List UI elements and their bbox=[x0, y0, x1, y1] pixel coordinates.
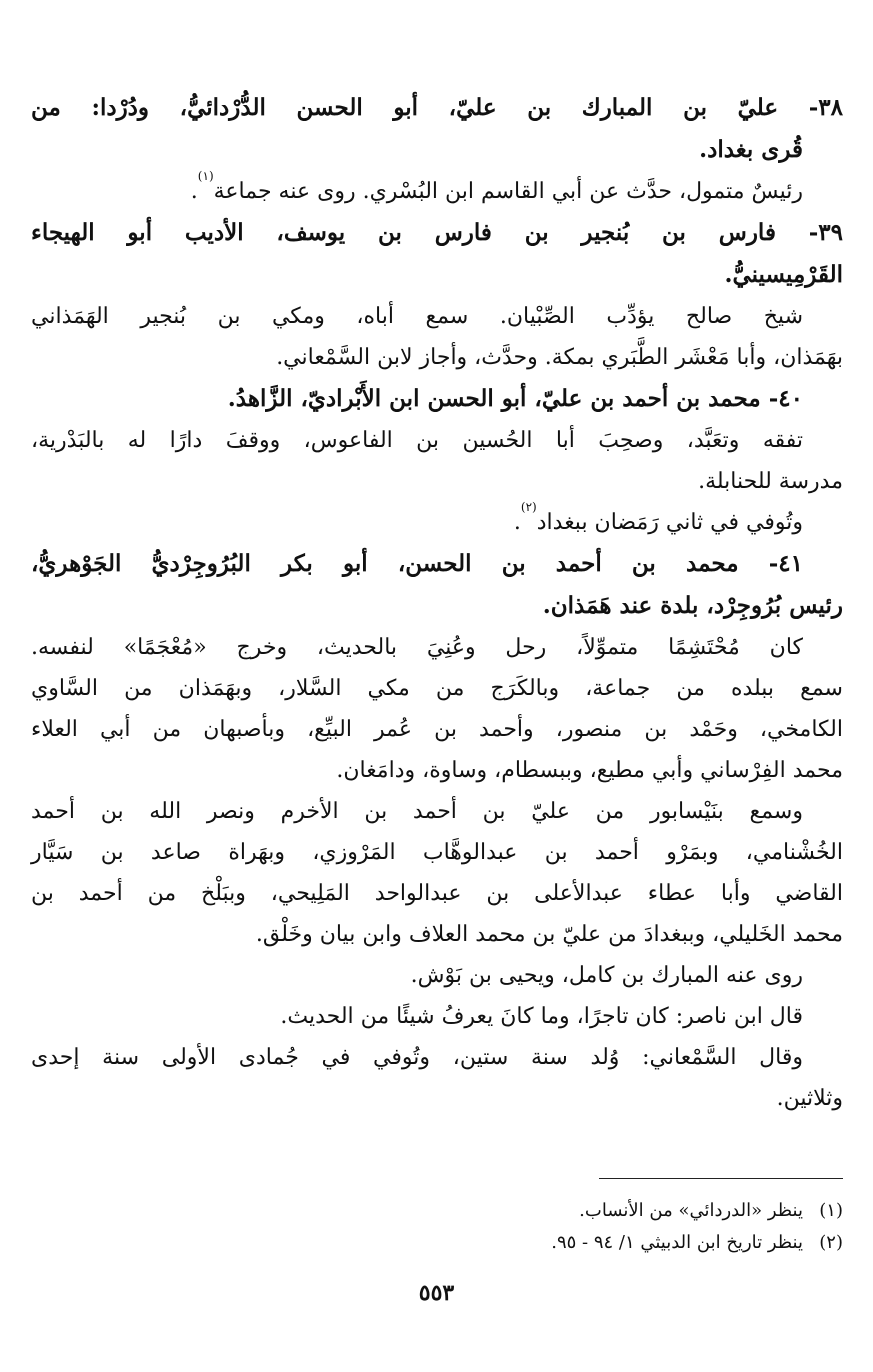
footnote-1-text: ينظر «الدردائي» من الأنساب. bbox=[579, 1200, 803, 1221]
entry-41-line-11: وقال السَّمْعاني: وُلد سنة ستين، وتُوفي في جُمادى الأولى سنة إحدى bbox=[31, 1045, 803, 1070]
page-number: ٥٥٣ bbox=[418, 1280, 455, 1306]
entry-41-line-5: وسمع بنَيْسابور من عليّ بن أحمد بن الأخرم ونصر الله بن أحمد bbox=[31, 799, 803, 824]
entry-39-heading-line-1: ٣٩- فارس بن بُنجير بن فارس بن يوسف، الأديب أبو الهيجاء bbox=[31, 219, 843, 246]
entry-41-line-2: سمع ببلده من جماعة، وبالكَرَج من مكي السَّلار، وبهَمَذان من السَّاوي bbox=[31, 676, 843, 701]
footnote-2-text: ينظر تاريخ ابن الدبيثي ١/ ٩٤ - ٩٥. bbox=[551, 1232, 803, 1253]
entry-41-line-6: الخُشْنامي، وبمَرْو أحمد بن عبدالوهَّاب المَرْوزي، وبهَراة صاعد بن سَيَّار bbox=[31, 840, 843, 865]
entry-38-heading-line-2: قُرى بغداد. bbox=[699, 136, 803, 163]
footnote-ref-1[interactable]: (١) bbox=[197, 169, 214, 183]
footnote-divider bbox=[599, 1178, 843, 1179]
entry-41-line-9: روى عنه المبارك بن كامل، ويحيى بن بَوْش. bbox=[410, 963, 803, 988]
entry-38-text: رئيسٌ متمول، حدَّث عن أبي القاسم ابن البُسْري. روى عنه جماعة bbox=[213, 179, 803, 204]
entry-41-line-10: قال ابن ناصر: كان تاجرًا، وما كانَ يعرفُ شيئًا من الحديث. bbox=[280, 1004, 803, 1029]
entry-41-heading-line-2: رئيس بُرُوجِرْد، بلدة عند هَمَذان. bbox=[542, 592, 843, 619]
entry-41-line-7: القاضي وأبا عطاء عبدالأعلى بن عبدالواحد المَلِيحي، وببَلْخ من أحمد بن bbox=[31, 881, 843, 906]
footnotes bbox=[31, 1195, 843, 1259]
footnote-ref-2[interactable]: (٢) bbox=[520, 500, 537, 514]
footnote-2 bbox=[31, 1227, 843, 1259]
entry-40-line-2: مدرسة للحنابلة. bbox=[698, 469, 843, 494]
entry-39-line-2: بهَمَذان، وأبا مَعْشَر الطَّبَري بمكة. وحدَّث، وأجاز لابن السَّمْعاني. bbox=[276, 345, 843, 370]
entry-41-line-8: محمد الخَليلي، وببغدادَ من عليّ بن محمد العلاف وابن بيان وخَلْق. bbox=[255, 922, 843, 947]
entry-41-heading-line-1: ٤١- محمد بن أحمد بن الحسن، أبو بكر البُرُوجِرْديُّ الجَوْهريُّ، bbox=[31, 550, 803, 577]
entry-41-line-4: محمد الفِرْساني وأبي مطيع، وببسطام، وساوة، ودامَغان. bbox=[336, 758, 843, 783]
entry-40-line-1: تفقه وتعَبَّد، وصحِبَ أبا الحُسين بن الفاعوس، ووقفَ دارًا له بالبَدْرية، bbox=[31, 428, 803, 453]
footnote-1 bbox=[31, 1195, 843, 1227]
entry-38-heading-line-1: ٣٨- عليّ بن المبارك بن عليّ، أبو الحسن الدُّرْدائيُّ، ودُرْدا: من bbox=[31, 94, 843, 121]
entry-39-heading-line-2: القَرْمِيسينيُّ. bbox=[724, 261, 843, 288]
main-text bbox=[31, 88, 843, 1120]
footnote-1-number: (١) bbox=[819, 1200, 843, 1221]
entry-41-line-12: وثلاثين. bbox=[776, 1086, 843, 1111]
entry-41-line-1: كان مُحْتَشِمًا متموِّلاً، رحل وعُنِيَ بالحديث، وخرج «مُعْجَمًا» لنفسه. bbox=[31, 635, 803, 660]
entry-41-line-3: الكامخي، وحَمْد بن منصور، وأحمد بن عُمر البيِّع، وبأصبهان من أبي العلاء bbox=[31, 717, 843, 742]
entry-38-paragraph: رئيسٌ متمول، حدَّث عن أبي القاسم ابن البُسْري. روى عنه جماعة$^{(١)}$. bbox=[190, 169, 803, 204]
entry-40-line-3: وتُوفي في ثاني رَمَضان ببغداد$^{(٢)}$. bbox=[513, 500, 803, 535]
entry-40-death-text: وتُوفي في ثاني رَمَضان ببغداد bbox=[536, 510, 803, 535]
entry-40-heading: ٤٠- محمد بن أحمد بن عليّ، أبو الحسن ابن الأَبْراديّ، الزَّاهدُ. bbox=[227, 385, 803, 412]
footnote-2-number: (٢) bbox=[819, 1232, 843, 1253]
entry-39-line-1: شيخ صالح يؤدِّب الصِّبْيان. سمع أباه، ومكي بن بُنجير الهَمَذاني bbox=[31, 304, 803, 329]
